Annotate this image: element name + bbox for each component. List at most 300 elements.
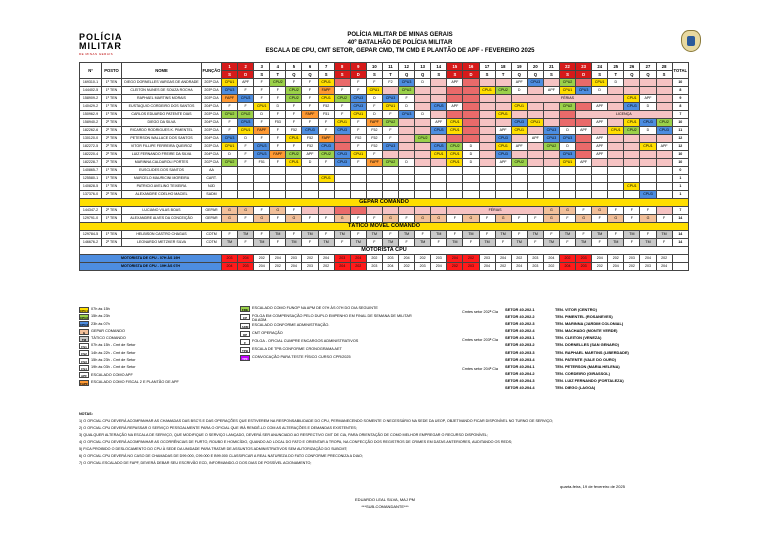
- shift-cell: CPU1: [238, 127, 254, 135]
- shift-cell: [543, 183, 559, 191]
- legend-swatch: FS1: [79, 343, 89, 349]
- legend-item: [79, 350, 179, 357]
- shift-cell: [624, 167, 640, 175]
- shift-cell: [415, 119, 431, 127]
- shift-cell: FAPF: [366, 119, 382, 127]
- shift-cell: [640, 87, 656, 95]
- shift-cell: G: [463, 215, 479, 223]
- shift-cell: G: [495, 215, 511, 223]
- battalion-badge-icon: [681, 30, 701, 52]
- shift-cell: CPU3: [238, 119, 254, 127]
- legend-item: [240, 331, 412, 339]
- legend-text: ESCALADO CONFORME ADMINISTRAÇÃO.: [252, 322, 330, 327]
- shift-cell: [334, 207, 350, 215]
- legend-item: [240, 339, 412, 347]
- document-header: [140, 31, 660, 55]
- motorista-cell: 204: [559, 263, 575, 271]
- shift-cell: [624, 159, 640, 167]
- shift-cell: F: [399, 95, 415, 103]
- shift-cell: [656, 87, 672, 95]
- legend-text: FOLGA - OFICIAL CUMPRE ENCARGOS ADMINISTRATIVOS: [252, 338, 359, 343]
- officer-function: NJD: [202, 183, 222, 191]
- officer-name: CLEITON NUNES DE SOUZA ROCHA: [122, 87, 202, 95]
- shift-cell: CPU3: [511, 119, 527, 127]
- legend-swatch: F: [240, 339, 250, 345]
- shift-cell: CPU2: [559, 79, 575, 87]
- shift-cell: TM: [543, 239, 559, 247]
- sector-officer: TEN. MARINNA (JARDIM COLONIAL): [555, 321, 624, 327]
- motorista-row: [80, 263, 689, 271]
- shift-cell: [479, 159, 495, 167]
- motorista-cell: 204: [350, 255, 366, 263]
- shift-cell: CPU1: [495, 111, 511, 119]
- shift-cell: CPU3: [495, 135, 511, 143]
- shift-cell: F: [624, 207, 640, 215]
- shift-cell: F: [366, 215, 382, 223]
- shift-cell: F: [576, 207, 592, 215]
- shift-cell: F: [286, 143, 302, 151]
- shift-cell: F: [576, 231, 592, 239]
- sector-group: [455, 306, 655, 334]
- shift-cell: [350, 191, 366, 199]
- shift-cell: TM: [366, 231, 382, 239]
- officer-number: 169310-1: [80, 79, 102, 87]
- shift-cell: F51: [318, 111, 334, 119]
- shift-cell: [576, 183, 592, 191]
- shift-cell: CPU3: [399, 79, 415, 87]
- shift-cell: [302, 183, 318, 191]
- shift-cell: CPU3: [222, 87, 238, 95]
- weekday-header: T: [608, 71, 624, 79]
- shift-cell: D: [463, 159, 479, 167]
- shift-cell: F: [334, 87, 350, 95]
- motorista-cell: 202: [592, 263, 608, 271]
- shift-cell: F: [238, 239, 254, 247]
- shift-cell: [495, 191, 511, 199]
- shift-cell: F: [302, 79, 318, 87]
- officer-name: HELBISON CASTRO CHAGAS: [122, 231, 202, 239]
- shift-cell: [431, 87, 447, 95]
- legend-swatch: FDE: [242, 308, 248, 312]
- shift-cell: [270, 175, 286, 183]
- shift-cell: [592, 159, 608, 167]
- motorista-cell: 203: [624, 255, 640, 263]
- shift-cell: TM: [334, 231, 350, 239]
- shift-cell: CPU2: [382, 119, 398, 127]
- shift-cell: [447, 167, 463, 175]
- shift-cell: F: [222, 103, 238, 111]
- shift-cell: [495, 183, 511, 191]
- notes-section: [79, 411, 699, 467]
- day-header: 22: [559, 63, 575, 71]
- shift-cell: [238, 167, 254, 175]
- shift-cell: F: [270, 159, 286, 167]
- shift-cell: [543, 79, 559, 87]
- shift-cell: D: [463, 143, 479, 151]
- shift-cell: [640, 159, 656, 167]
- shift-cell: TM: [399, 231, 415, 239]
- shift-cell: [415, 87, 431, 95]
- motorista-cell: 204: [431, 263, 447, 271]
- legend-item: [79, 313, 179, 320]
- day-header: 25: [608, 63, 624, 71]
- sector-company: Cmtes setor 202ª Cia: [461, 310, 498, 314]
- row-total: 14: [672, 215, 688, 223]
- officer-function: 203ª CIA: [202, 95, 222, 103]
- weekday-header: Q: [415, 71, 431, 79]
- weekday-header: S: [592, 71, 608, 79]
- officer-rank: 1º TEN: [102, 175, 122, 183]
- shift-cell: CPU3: [350, 103, 366, 111]
- shift-cell: [382, 175, 398, 183]
- weekday-header: S: [334, 71, 350, 79]
- shift-cell: CPU3: [431, 103, 447, 111]
- motorista-cell: 204: [640, 255, 656, 263]
- legend-codes: [240, 306, 412, 363]
- shift-cell: F: [286, 79, 302, 87]
- motorista-cell: 203: [431, 255, 447, 263]
- sector-company: Cmtes setor 203ª Cia: [461, 338, 498, 343]
- day-header: 19: [511, 63, 527, 71]
- officer-number: 125580-1: [80, 175, 102, 183]
- legend-text: 07h às 15h: [91, 307, 110, 311]
- officer-function: COTM: [202, 231, 222, 239]
- shift-cell: CPU1: [334, 119, 350, 127]
- weekday-header: S: [318, 71, 334, 79]
- shift-cell: [559, 183, 575, 191]
- shift-cell: F: [238, 215, 254, 223]
- shift-cell: CPU3: [318, 143, 334, 151]
- motorista-cell: 203: [302, 263, 318, 271]
- shift-cell: [624, 175, 640, 183]
- shift-cell: TM: [463, 231, 479, 239]
- day-header: 28: [656, 63, 672, 71]
- shift-cell: CPU1: [286, 135, 302, 143]
- shift-cell: [624, 87, 640, 95]
- shift-cell: CPU3: [399, 111, 415, 119]
- shift-cell: [254, 167, 270, 175]
- shift-cell: F2: [382, 79, 398, 87]
- legend-item: [79, 364, 179, 371]
- shift-cell: CPU2: [382, 159, 398, 167]
- shift-cell: [527, 111, 543, 119]
- shift-cell: TM: [382, 239, 398, 247]
- shift-cell: [463, 119, 479, 127]
- officer-number: 146676-2: [80, 239, 102, 247]
- motorista-section-title: MOTORISTA CPU: [80, 247, 689, 255]
- row-total: 14: [672, 231, 688, 239]
- shift-cell: F: [640, 207, 656, 215]
- legend-text: CMT OPERAÇÃO: [252, 330, 283, 335]
- shift-cell: [576, 103, 592, 111]
- roster-row: [80, 95, 689, 103]
- officer-rank: 1º TEN: [102, 167, 122, 175]
- shift-cell: [576, 143, 592, 151]
- officer-rank: 2º TEN: [102, 159, 122, 167]
- officer-name: PETERSON WALLACE DOS SANTOS: [122, 135, 202, 143]
- shift-cell: F52: [302, 143, 318, 151]
- shift-cell: TM: [270, 231, 286, 239]
- shift-cell: F: [399, 239, 415, 247]
- shift-cell: F: [656, 215, 672, 223]
- shift-cell: G: [543, 207, 559, 215]
- motorista-cell: 204: [382, 263, 398, 271]
- shift-cell: F: [254, 207, 270, 215]
- roster-row: [80, 143, 689, 151]
- sector-code: SETOR 40.202.3: [505, 321, 535, 327]
- shift-cell: CPU3: [382, 95, 398, 103]
- col-header-nome: NOME: [122, 63, 202, 79]
- weekday-header: S: [543, 71, 559, 79]
- shift-cell: [431, 207, 447, 215]
- shift-cell: G: [222, 215, 238, 223]
- officer-function: CART.: [202, 175, 222, 183]
- motorista-cell: 204: [399, 255, 415, 263]
- row-total: 0: [672, 167, 688, 175]
- shift-cell: CPU1: [511, 127, 527, 135]
- note-item: 6) O OFICIAL CPU DEVERÁ NO CASO DE CHAMADAS DE D99.000, C99.000 E B99.000 CLASSIFICAR A REAL NATUREZA DO FATO CONFORME PRECONIZA A DIAO;: [79, 454, 363, 458]
- shift-cell: [463, 175, 479, 183]
- shift-cell: CPU1: [318, 79, 334, 87]
- legend-swatch: FS4: [79, 365, 89, 371]
- shift-cell: [302, 167, 318, 175]
- sector-code: SETOR 40.204.4: [505, 385, 535, 391]
- shift-cell: CPU2: [543, 143, 559, 151]
- legend-text: CONVOCAÇÃO PARA TESTE FÍSICO CURSO CPR/2025: [252, 354, 351, 359]
- shift-cell: CPU1: [624, 119, 640, 127]
- shift-cell: [527, 127, 543, 135]
- legend-swatch: TM: [79, 336, 89, 342]
- shift-cell: [366, 167, 382, 175]
- shift-cell: F: [302, 87, 318, 95]
- shift-cell: [415, 151, 431, 159]
- shift-cell: [479, 79, 495, 87]
- shift-cell: TM: [576, 239, 592, 247]
- day-header: 7: [318, 63, 334, 71]
- weekday-header: Q: [302, 71, 318, 79]
- tatico-section-title: TÁTICO MÓVEL COMANDO: [80, 223, 689, 231]
- shift-cell: CPU3: [543, 127, 559, 135]
- shift-cell: [270, 167, 286, 175]
- shift-cell: CPU3: [222, 135, 238, 143]
- shift-cell: CPU1: [447, 151, 463, 159]
- officer-rank: 2º TEN: [102, 191, 122, 199]
- sector-line: [505, 377, 655, 384]
- officer-rank: 1º TEN: [102, 87, 122, 95]
- shift-cell: APF: [447, 103, 463, 111]
- day-header: 17: [479, 63, 495, 71]
- shift-cell: [302, 207, 318, 215]
- officer-function: GEPAR: [202, 215, 222, 223]
- shift-cell: [479, 135, 495, 143]
- shift-cell: [334, 135, 350, 143]
- sector-officer: TEN. PIMENTEL (ROSANEVES): [555, 314, 613, 320]
- officer-rank: 1º TEN: [102, 231, 122, 239]
- shift-cell: [608, 143, 624, 151]
- sector-officer: TEN. PETERSON (MARIA HELENA): [555, 363, 620, 369]
- shift-cell: [366, 191, 382, 199]
- shift-cell: F: [447, 215, 463, 223]
- shift-cell: [640, 135, 656, 143]
- shift-cell: F: [286, 103, 302, 111]
- shift-cell: CPU2: [399, 87, 415, 95]
- weekday-header: D: [238, 71, 254, 79]
- row-total: 7: [672, 207, 688, 215]
- officer-rank: 1º TEN: [102, 103, 122, 111]
- shift-cell: [399, 143, 415, 151]
- shift-cell: [463, 87, 479, 95]
- legend-item: [79, 379, 179, 386]
- shift-cell: F: [238, 159, 254, 167]
- note-item: 1) O OFICIAL CPU DEVERÁ ACOMPANHAR AS CHAMADAS DAS BSC'S E DAS OPERAÇÕES QUE ESTIVEREM NA RESPONSABILIDADE DO CPU, PERMANECENDO SOMENTE O NECESSÁRIO NA SEDE DA UEOP, OBJETIVANDO FICAR DISPONÍVEL NO TURNO DE SERVIÇO;: [79, 419, 554, 423]
- shift-cell: D: [399, 103, 415, 111]
- roster-row: [80, 231, 689, 239]
- shift-cell: TM: [592, 231, 608, 239]
- motorista-cell: 203: [222, 255, 238, 263]
- legend-item: [240, 347, 412, 355]
- sector-code: SETOR 40.204.1: [505, 363, 535, 369]
- roster-row: [80, 151, 689, 159]
- weekday-header: T: [495, 71, 511, 79]
- shift-cell: CPU2: [559, 103, 575, 111]
- shift-cell: [447, 135, 463, 143]
- weekday-header: D: [576, 71, 592, 79]
- shift-cell: [624, 143, 640, 151]
- shift-cell: [576, 175, 592, 183]
- sector-line: [505, 370, 655, 377]
- shift-cell: F: [415, 231, 431, 239]
- shift-cell: [463, 183, 479, 191]
- shift-cell: CPU2: [286, 95, 302, 103]
- motorista-cell: 204: [222, 263, 238, 271]
- shift-cell: APF: [592, 143, 608, 151]
- officer-number: 137376-0: [80, 191, 102, 199]
- note-item: 3) QUALQUER ALTERAÇÃO NA ESCALA DE SERVIÇO, QUE MODIFIQUE O SERVIÇO LANÇADO, DEVERÁ SER ANUNCIADO AO RESPECTIVO CMT DE CIA, PARA ORIENTAÇÃO DE COMO MELHOR EMPREGAR O RECURSO DISPONÍVEL;: [79, 433, 488, 437]
- officer-function: 204ª CIA: [202, 119, 222, 127]
- legend-text: ESCALADO COMO FUNOP NA APM DE 07H ÀS 07H DO DIA SEGUINTE: [252, 306, 378, 310]
- col-header-posto: POSTO: [102, 63, 122, 79]
- shift-cell: [656, 207, 672, 215]
- document-date: quarta-feira, 19 de fevereiro de 2025: [560, 484, 625, 489]
- shift-cell: [382, 207, 398, 215]
- pmmg-logo: [79, 33, 134, 56]
- sector-line: [505, 363, 655, 370]
- shift-cell: CPU2: [511, 159, 527, 167]
- officer-number: 150962-9: [80, 111, 102, 119]
- weekday-header: S: [656, 71, 672, 79]
- shift-cell: [222, 167, 238, 175]
- motorista-cell: 202: [608, 255, 624, 263]
- officer-rank: 2º TEN: [102, 135, 122, 143]
- officer-rank: 2º TEN: [102, 143, 122, 151]
- motorista-cell: 202: [495, 263, 511, 271]
- shift-cell: CPU1: [559, 87, 575, 95]
- legend-swatch: G: [79, 329, 89, 335]
- weekday-header: D: [350, 71, 366, 79]
- shift-cell: [399, 183, 415, 191]
- shift-cell: [527, 175, 543, 183]
- officer-function: 203ª CIA: [202, 143, 222, 151]
- shift-cell: [543, 111, 559, 119]
- sector-line: [505, 327, 655, 334]
- shift-cell: F: [350, 231, 366, 239]
- shift-cell: [608, 119, 624, 127]
- officer-number: 140828-5: [80, 183, 102, 191]
- shift-cell: TM: [318, 239, 334, 247]
- shift-cell: [382, 87, 398, 95]
- shift-cell: F: [334, 103, 350, 111]
- officer-rank: 1º TEN: [102, 183, 122, 191]
- sector-commanders: [455, 306, 655, 391]
- shift-cell: F: [222, 231, 238, 239]
- roster-row: [80, 87, 689, 95]
- shift-cell: [527, 151, 543, 159]
- shift-cell: [495, 79, 511, 87]
- signature-block: [300, 496, 470, 510]
- shift-cell: [640, 79, 656, 87]
- day-header: 15: [447, 63, 463, 71]
- weekday-header: D: [463, 71, 479, 79]
- shift-cell: F: [286, 119, 302, 127]
- shift-cell: FAPF: [302, 111, 318, 119]
- shift-cell: [254, 175, 270, 183]
- shift-cell: [495, 95, 511, 103]
- legend-item: [79, 328, 179, 335]
- note-item: 5) FICA PROIBIDO O DESLOCAMENTO DO CPU À SEDE DA UNIDADE PARA TRATAR DE ASSUNTOS ADMINISTRATIVOS SEM AUTORIZAÇÃO DO SUBCMT;: [79, 447, 348, 451]
- shift-cell: [495, 119, 511, 127]
- shift-cell: CPU3: [238, 95, 254, 103]
- weekday-header: S: [559, 71, 575, 79]
- shift-cell: [334, 167, 350, 175]
- shift-cell: F: [382, 127, 398, 135]
- shift-cell: APF: [495, 127, 511, 135]
- shift-cell: TM: [302, 231, 318, 239]
- shift-cell: [495, 103, 511, 111]
- shift-cell: F: [222, 127, 238, 135]
- shift-cell: G: [431, 215, 447, 223]
- shift-cell: [527, 87, 543, 95]
- shift-cell: [399, 119, 415, 127]
- legend-shifts: [79, 306, 179, 386]
- shift-cell: CPU3: [334, 159, 350, 167]
- shift-cell: TM: [511, 239, 527, 247]
- sector-code: SETOR 40.204.2: [505, 370, 535, 376]
- shift-cell: D: [399, 159, 415, 167]
- shift-cell: [608, 175, 624, 183]
- motorista-cell: 204: [238, 255, 254, 263]
- shift-cell: [559, 167, 575, 175]
- motorista-cell: 202: [447, 263, 463, 271]
- shift-cell: APF: [640, 95, 656, 103]
- motorista-cell: 202: [399, 263, 415, 271]
- shift-cell: F: [350, 79, 366, 87]
- motorista-section: [80, 247, 689, 255]
- gepar-section-title: GEPAR COMANDO: [80, 199, 689, 207]
- shift-cell: CPU3: [559, 135, 575, 143]
- shift-cell: [447, 95, 463, 103]
- shift-cell: F: [318, 231, 334, 239]
- row-total: 11: [672, 127, 688, 135]
- shift-cell: F: [624, 215, 640, 223]
- shift-cell: F: [656, 239, 672, 247]
- shift-cell: CPU3: [624, 103, 640, 111]
- shift-cell: [608, 183, 624, 191]
- sector-officer: TEN. VITOR (CENTRO): [555, 307, 597, 312]
- shift-cell: [640, 151, 656, 159]
- shift-cell: F: [431, 239, 447, 247]
- day-header: 24: [592, 63, 608, 71]
- day-header: 21: [543, 63, 559, 71]
